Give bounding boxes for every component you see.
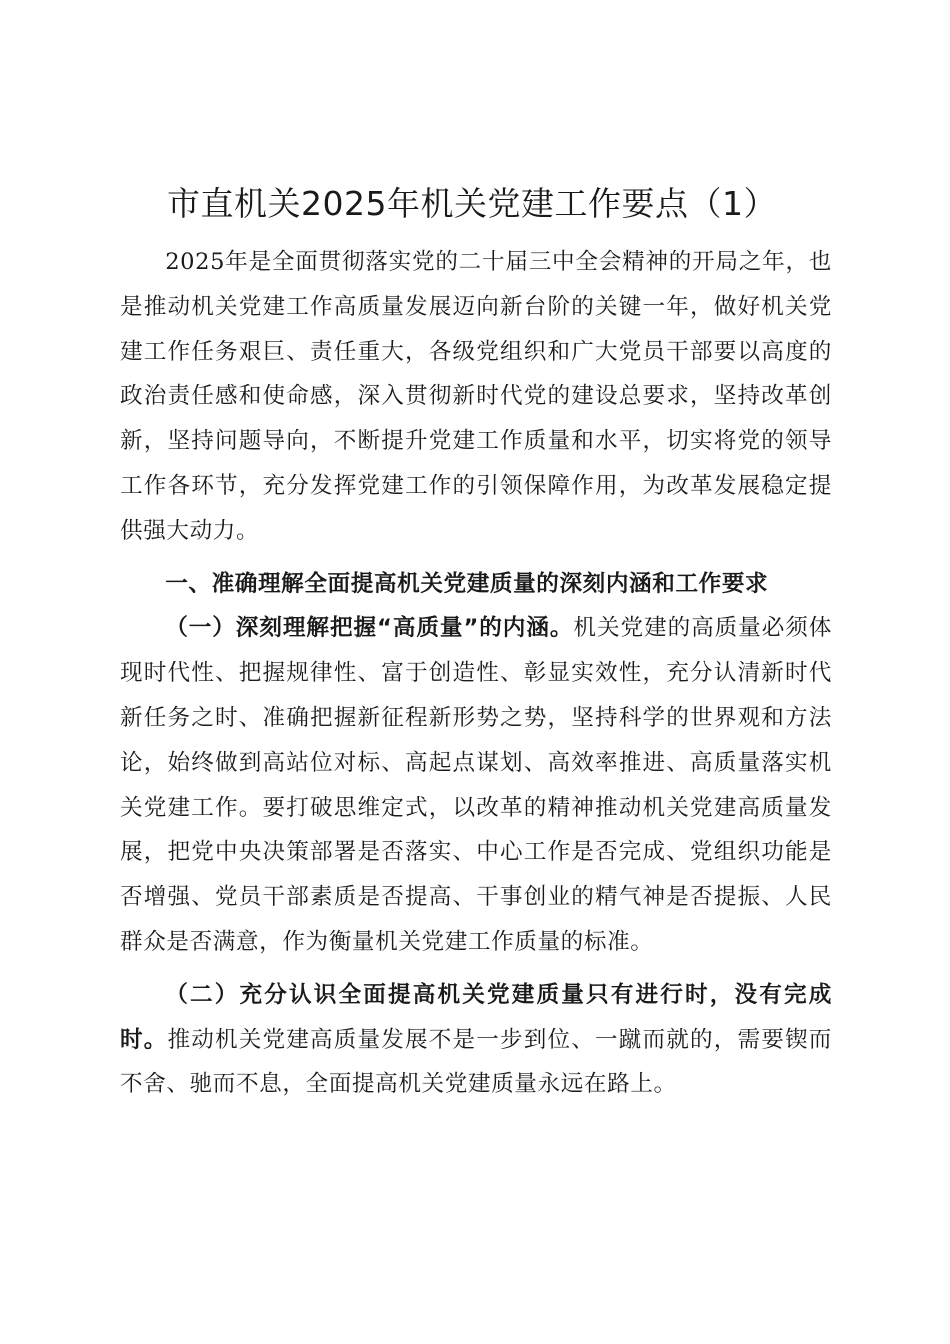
- document-title: 市直机关2025年机关党建工作要点（1）: [167, 184, 777, 223]
- subsection-2-body: 推动机关党建高质量发展不是一步到位、一蹴而就的，需要锲而不舍、驰而不息，全面提高机关党建质量永远在路上。: [120, 1026, 832, 1098]
- subsection-1-heading: （一）深刻理解把握“高质量”的内涵。: [165, 615, 574, 642]
- intro-paragraph: 2025年是全面贯彻落实党的二十届三中全会精神的开局之年，也是推动机关党建工作高质量发展迈向新台阶的关键一年，做好机关党建工作任务艰巨、责任重大，各级党组织和广大党员干部要以高度的政治责任感和使命感，深入贯彻新时代党的建设总要求，坚持改革创新，坚持问题导向，不断提升党建工作质量和水平，切实将党的领导工作各环节，充分发挥党建工作的引领保障作用，为改革发展稳定提供强大动力。: [120, 249, 832, 544]
- document-page: [120, 178, 832, 1107]
- subsection-2-paragraph: [120, 973, 832, 1107]
- section-heading-1: 一、准确理解全面提高机关党建质量的深刻内涵和工作要求: [165, 570, 769, 597]
- subsection-1-paragraph: [120, 606, 832, 964]
- subsection-2-heading: （二）充分认识全面提高机关党建质量只有进行时，没有完成时。: [120, 981, 832, 1053]
- subsection-1-body: 机关党建的高质量必须体现时代性、把握规律性、富于创造性、彰显实效性，充分认清新时代新任务之时、准确把握新征程新形势之势，坚持科学的世界观和方法论，始终做到高站位对标、高起点谋划、高效率推进、高质量落实机关党建工作。要打破思维定式，以改革的精神推动机关党建高质量发展，把党中央决策部署是否落实、中心工作是否完成、党组织功能是否增强、党员干部素质是否提高、干事创业的精气神是否提振、人民群众是否满意，作为衡量机关党建工作质量的标准。: [120, 615, 832, 955]
